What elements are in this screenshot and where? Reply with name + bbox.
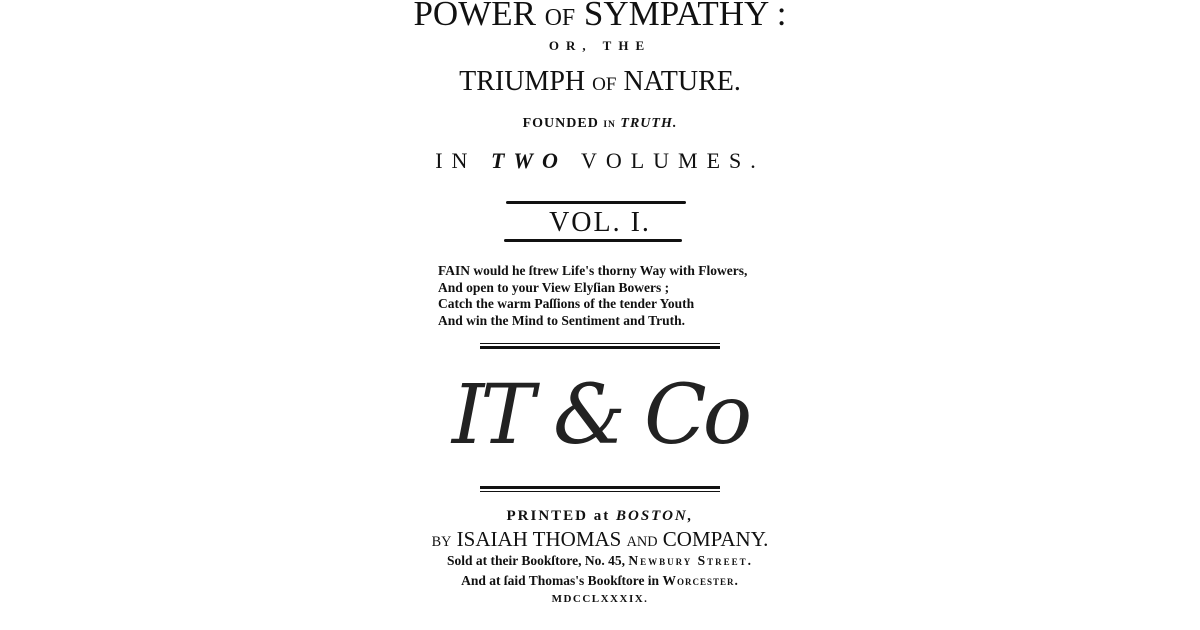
volumes-word: VOLUMES. xyxy=(580,148,765,173)
worcester-line xyxy=(0,573,1200,589)
imprint-text: PRINTED at xyxy=(506,508,611,524)
sold-line xyxy=(0,553,1200,569)
subtitle-word: OF xyxy=(592,74,617,95)
poem-line: FAIN would he ſtrew Life's thorny Way with Flowers, xyxy=(438,263,748,278)
publisher-line xyxy=(0,527,1200,552)
imprint-text: BY xyxy=(431,534,452,550)
publisher-company: COMPANY. xyxy=(662,527,769,551)
printed-line xyxy=(0,508,1200,525)
volume-number: VOL. I. xyxy=(549,207,651,238)
imprint-text: And at ſaid Thomas's Bookſtore in xyxy=(461,573,660,588)
imprint-place: BOSTON, xyxy=(616,508,694,524)
double-rule-lower-thick xyxy=(480,486,720,489)
rule-top xyxy=(506,201,686,204)
double-rule-upper-thick xyxy=(480,346,720,349)
subtitle-word: NATURE. xyxy=(623,66,741,97)
founded-word: TRUTH. xyxy=(620,116,678,131)
imprint-place: Worcester. xyxy=(662,573,739,588)
rule-vol xyxy=(504,239,682,242)
volumes-word: IN xyxy=(435,148,477,173)
imprint-address: Newbury Street. xyxy=(628,553,754,568)
founded-line xyxy=(0,116,1200,132)
epigraph xyxy=(438,263,747,329)
volumes-word: TWO xyxy=(490,148,567,173)
title-word: POWER xyxy=(413,0,536,33)
title-word: SYMPATHY : xyxy=(583,0,787,33)
poem-line: And win the Mind to Sentiment and Truth. xyxy=(438,312,686,328)
publisher-name: ISAIAH THOMAS xyxy=(456,527,622,551)
poem-line: And open to your View Elyſian Bowers ; xyxy=(438,279,670,295)
poem-line: Catch the warm Paſſions of the tender Youth xyxy=(438,296,695,311)
double-rule-upper xyxy=(480,343,720,344)
title-line xyxy=(0,0,1200,34)
founded-word: IN xyxy=(603,120,616,130)
imprint-text: AND xyxy=(626,534,658,550)
double-rule-lower xyxy=(480,491,720,492)
subtitle xyxy=(0,66,1200,98)
or-the: OR, THE xyxy=(548,38,652,53)
title-word: OF xyxy=(544,5,576,31)
printer-monogram: IT & Co xyxy=(451,368,749,463)
imprint-text: Sold at their Bookſtore, No. 45, xyxy=(446,553,625,568)
subtitle-word: TRIUMPH xyxy=(459,66,586,97)
founded-word: FOUNDED xyxy=(522,116,599,131)
imprint-date: MDCCLXXXIX. xyxy=(551,593,649,605)
volumes-line xyxy=(0,148,1200,174)
